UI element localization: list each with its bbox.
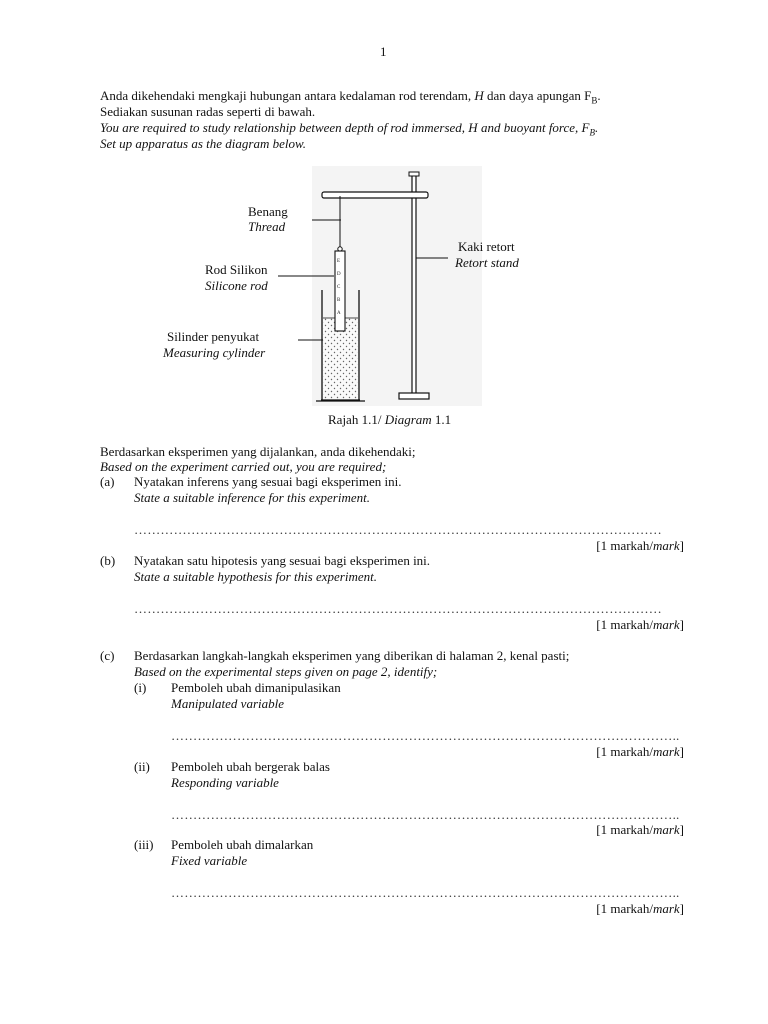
question-c-ii-label: (ii) [134,759,150,774]
intro-ms-text-2: dan daya apungan F [486,88,592,103]
rod-mark-c: C [337,285,341,290]
marks-close: ] [679,538,684,553]
marks-close: ] [679,901,684,916]
intro-en-period: . [595,120,599,135]
question-b-malay: Nyatakan satu hipotesis yang sesuai bagi eksperimen ini. [134,553,431,568]
intro-en-text-1: You are required to study relationship between depth of rod immersed, H and buoyant force, F [100,120,590,135]
rod-mark-b: B [337,298,341,303]
rod-mark-e: E [337,259,341,264]
page-number: 1 [380,44,387,59]
question-a-english: State a suitable inference for this experiment. [134,490,370,505]
label-rod-english: Silicone rod [205,278,268,293]
label-retort-english: Retort stand [455,255,519,270]
question-c-ii-malay: Pemboleh ubah bergerak balas [171,759,330,774]
marks-word: mark [652,901,680,916]
marks-text: [1 markah/ [596,822,653,837]
question-c-i-marks [596,744,684,760]
question-a-malay: Nyatakan inferens yang sesuai bagi eksperimen ini. [134,474,402,489]
caption-english: Diagram [384,412,432,427]
marks-text: [1 markah/ [596,617,653,632]
rod-mark-a: A [337,311,341,316]
question-b-label: (b) [100,553,116,568]
silicone-rod [335,251,345,331]
question-c-i-malay: Pemboleh ubah dimanipulasikan [171,680,341,695]
marks-word: mark [652,744,680,759]
marks-close: ] [679,744,684,759]
question-c-i-label: (i) [134,680,147,695]
intro-ms-text-1: Anda dikehendaki mengkaji hubungan antara kedalaman rod terendam, [100,88,472,103]
question-c-english: Based on the experimental steps given on page 2, identify; [134,664,438,679]
intro-ms-subscript: B [591,95,598,106]
question-c-iii-marks [596,901,684,917]
marks-word: mark [652,822,680,837]
instructions-english: Based on the experiment carried out, you are required; [100,459,387,474]
marks-word: mark [652,617,680,632]
marks-close: ] [679,617,684,632]
label-cylinder-english: Measuring cylinder [163,345,266,360]
marks-text: [1 markah/ [596,538,653,553]
question-c-ii-answer-line[interactable]: …………………………………………………………………………………………………….. [171,807,680,822]
label-thread-english: Thread [248,219,286,234]
label-rod-malay: Rod Silikon [205,262,268,277]
label-thread-malay: Benang [248,204,288,219]
marks-close: ] [679,822,684,837]
instructions-malay: Berdasarkan eksperimen yang dijalankan, anda dikehendaki; [100,444,416,459]
intro-malay-line-2: Sediakan susunan radas seperti di bawah. [100,104,316,119]
question-c-malay: Berdasarkan langkah-langkah eksperimen yang diberikan di halaman 2, kenal pasti; [134,648,570,663]
marks-text: [1 markah/ [596,901,653,916]
question-b-answer-line[interactable]: ………………………………………………………………………………………………………… [134,601,662,616]
caption-malay: Rajah 1.1/ [328,412,382,427]
question-b-marks [596,617,684,633]
intro-english-line-2: Set up apparatus as the diagram below. [100,136,306,151]
caption-number: 1.1 [434,412,452,427]
question-c-i-english: Manipulated variable [171,696,285,711]
intro-en-subscript: B [589,127,595,138]
question-a-marks [596,538,684,554]
marks-word: mark [652,538,680,553]
question-c-label: (c) [100,648,115,663]
question-c-ii-marks [596,822,684,838]
question-c-iii-english: Fixed variable [171,853,248,868]
question-a-answer-line[interactable]: ………………………………………………………………………………………………………… [134,522,662,537]
apparatus-diagram [150,163,550,431]
intro-ms-variable-h: H [474,88,484,103]
question-c-ii-english: Responding variable [171,775,279,790]
question-b-english: State a suitable hypothesis for this experiment. [134,569,377,584]
rod-mark-d: D [337,272,341,277]
label-cylinder-malay: Silinder penyukat [167,329,260,344]
label-retort-malay: Kaki retort [458,239,515,254]
apparatus-svg [150,163,550,431]
intro-ms-period: . [597,88,601,103]
question-c-iii-label: (iii) [134,837,154,852]
question-c-iii-malay: Pemboleh ubah dimalarkan [171,837,314,852]
diagram-caption [328,412,451,428]
question-c-i-answer-line[interactable]: …………………………………………………………………………………………………….. [171,728,680,743]
question-c-iii-answer-line[interactable]: …………………………………………………………………………………………………….. [171,885,680,900]
marks-text: [1 markah/ [596,744,653,759]
question-a-label: (a) [100,474,115,489]
